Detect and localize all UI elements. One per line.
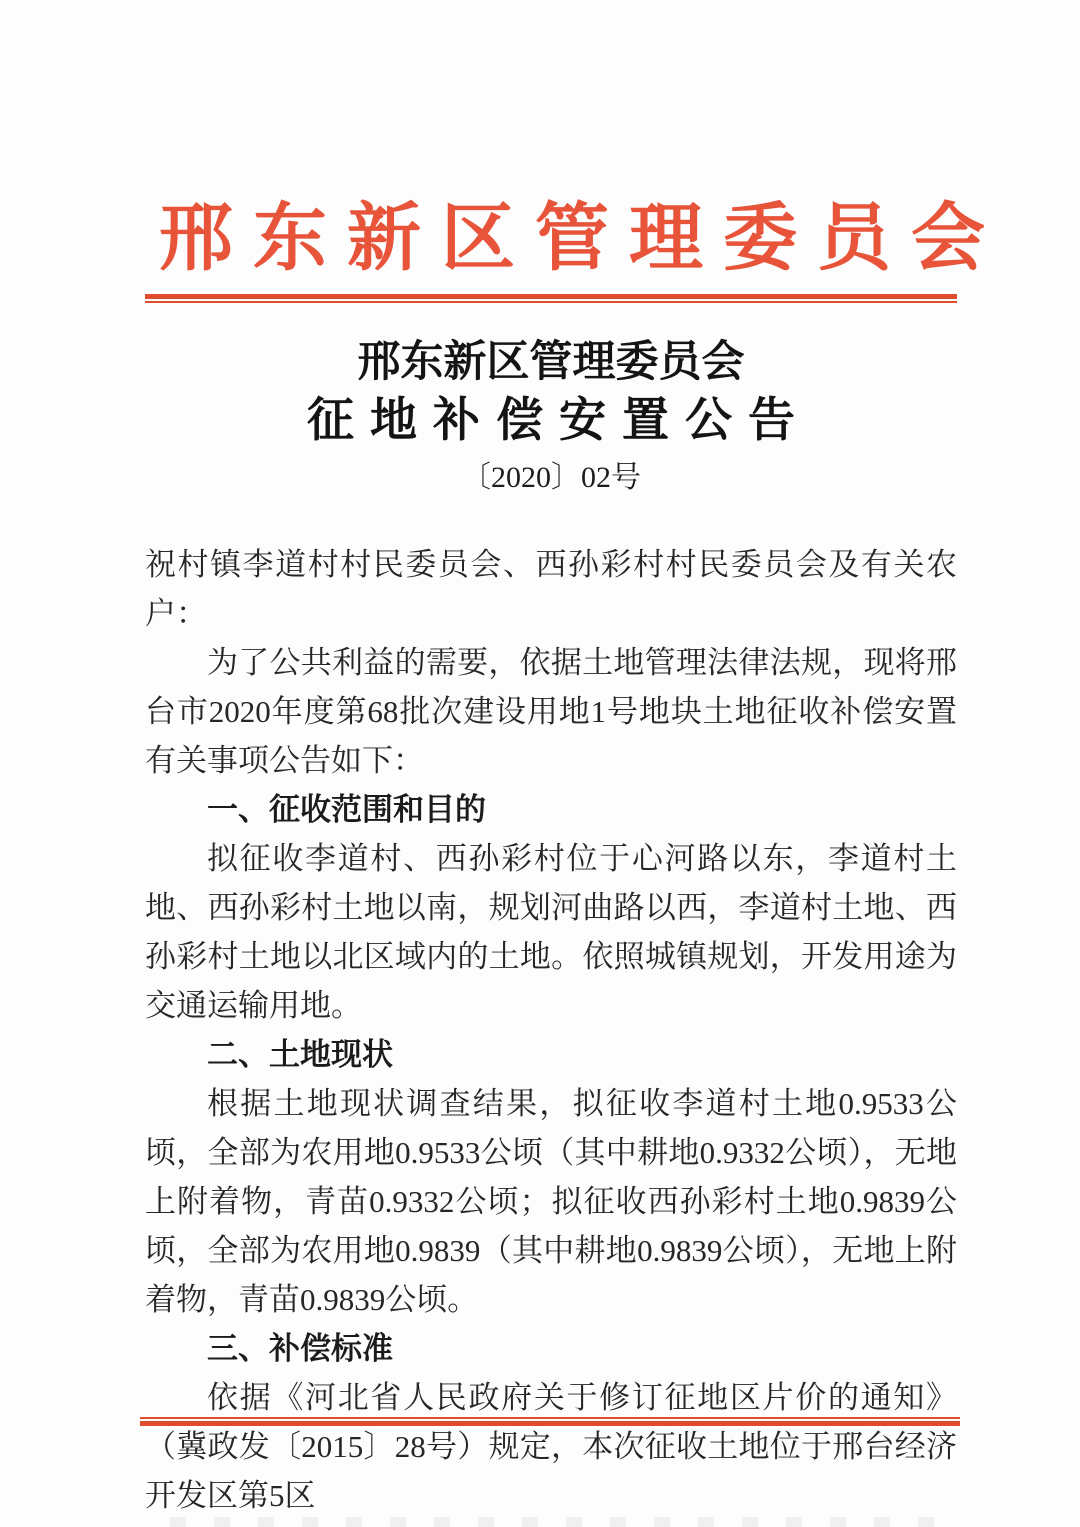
letterhead-org-name: 邢东新区管理委员会 (159, 198, 1005, 280)
cut-off-next-line-sliver (170, 1517, 950, 1527)
section-3-heading: 三、补偿标准 (207, 1331, 393, 1366)
letterhead-divider (145, 294, 957, 303)
section-2-heading: 二、土地现状 (207, 1037, 393, 1072)
document-title-org-line: 邢东新区管理委员会 (357, 339, 745, 386)
section-2-paragraph: 根据土地现状调查结果，拟征收李道村土地0.9533公顷，全部为农用地0.9533公顷（其中耕地0.9332公顷），无地上附着物，青苗0.9332公顷；拟征收西孙彩村土地0.9839公顷，全部为农用地0.9839（其中耕地0.9839公顷），无地上附着物，青苗0.9839公顷。 (145, 1086, 957, 1317)
title-block (145, 337, 957, 498)
letterhead-divider-thick-line (145, 294, 957, 299)
intro-paragraph: 为了公共利益的需要，依据土地管理法律法规，现将邢台市2020年度第68批次建设用地1号地块土地征收补偿安置有关事项公告如下： (145, 645, 957, 778)
page-content (145, 192, 1005, 1520)
footer-divider-thick-line (140, 1421, 960, 1426)
letterhead-divider-thin-line (145, 301, 957, 303)
document-number: 〔2020〕02号 (461, 461, 641, 494)
salutation-line: 祝村镇李道村村民委员会、西孙彩村村民委员会及有关农户： (145, 547, 957, 631)
footer-divider-thin-line (140, 1417, 960, 1419)
document-body (145, 540, 957, 1520)
footer-divider (140, 1417, 960, 1426)
section-1-heading: 一、征收范围和目的 (207, 792, 486, 827)
section-3-paragraph: 依据《河北省人民政府关于修订征地区片价的通知》（冀政发〔2015〕28号）规定，本次征收土地位于邢台经济开发区第5区 (145, 1380, 957, 1513)
document-title-subject-line: 征地补偿安置公告 (307, 395, 811, 447)
section-1-paragraph: 拟征收李道村、西孙彩村位于心河路以东，李道村土地、西孙彩村土地以南，规划河曲路以西，李道村土地、西孙彩村土地以北区域内的土地。依照城镇规划，开发用途为交通运输用地。 (145, 841, 957, 1023)
